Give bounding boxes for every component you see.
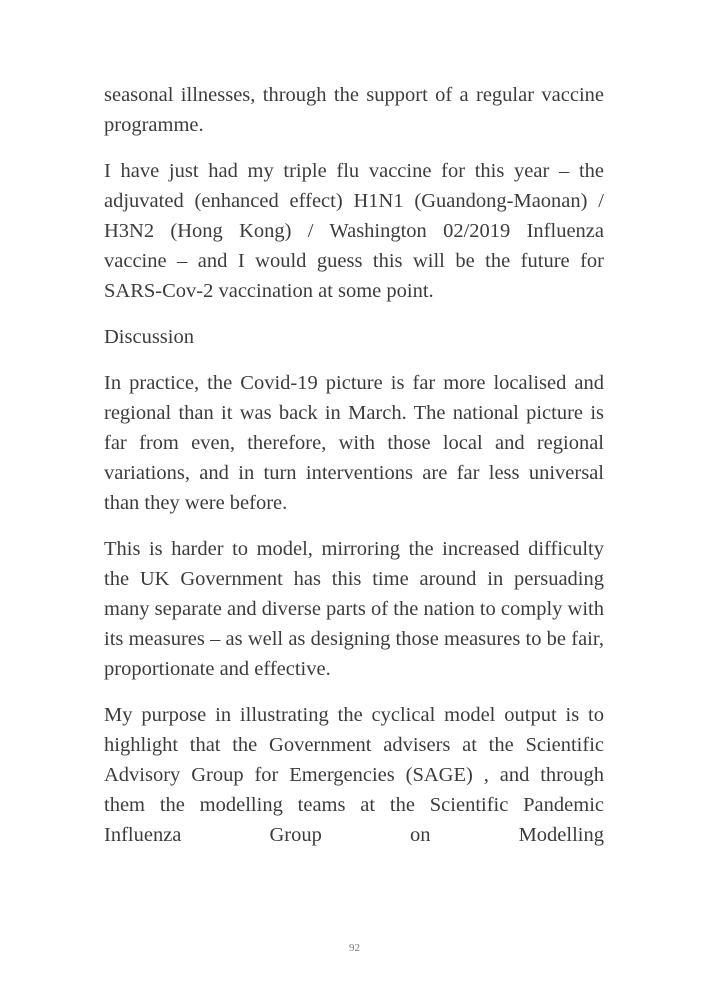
paragraph-harder-to-model: This is harder to model, mirroring the increased difficulty the UK Government has this time around in persuading many separate and diverse parts of the nation to comply with its measures – as well as designing those measures to be fair, proportionate and effective. <box>104 538 604 680</box>
paragraph-covid-picture: In practice, the Covid-19 picture is far more localised and regional than it was back in March. The national picture is far from even, therefore, with those local and regional variations, and in turn interventions are far less universal than they were before. <box>104 372 604 514</box>
paragraph-vaccine-programme: seasonal illnesses, through the support of a regular vaccine programme. <box>104 84 604 136</box>
paragraph-purpose: My purpose in illustrating the cyclical model output is to highlight that the Government advisers at the Scientific Advisory Group for Emergencies (SAGE) , and through them the modelling teams at the Scientific Pandemic Influenza Group on Modelling <box>104 704 604 846</box>
page-number: 92 <box>349 942 360 954</box>
document-page <box>104 80 604 866</box>
paragraph-flu-vaccine: I have just had my triple flu vaccine for this year – the adjuvated (enhanced effect) H1N1 (Guandong-Maonan) / H3N2 (Hong Kong) / Washington 02/2019 Influenza vaccine – and I would guess this will be the future for SARS-Cov-2 vaccination at some point. <box>104 160 604 302</box>
section-heading-discussion: Discussion <box>104 326 194 348</box>
